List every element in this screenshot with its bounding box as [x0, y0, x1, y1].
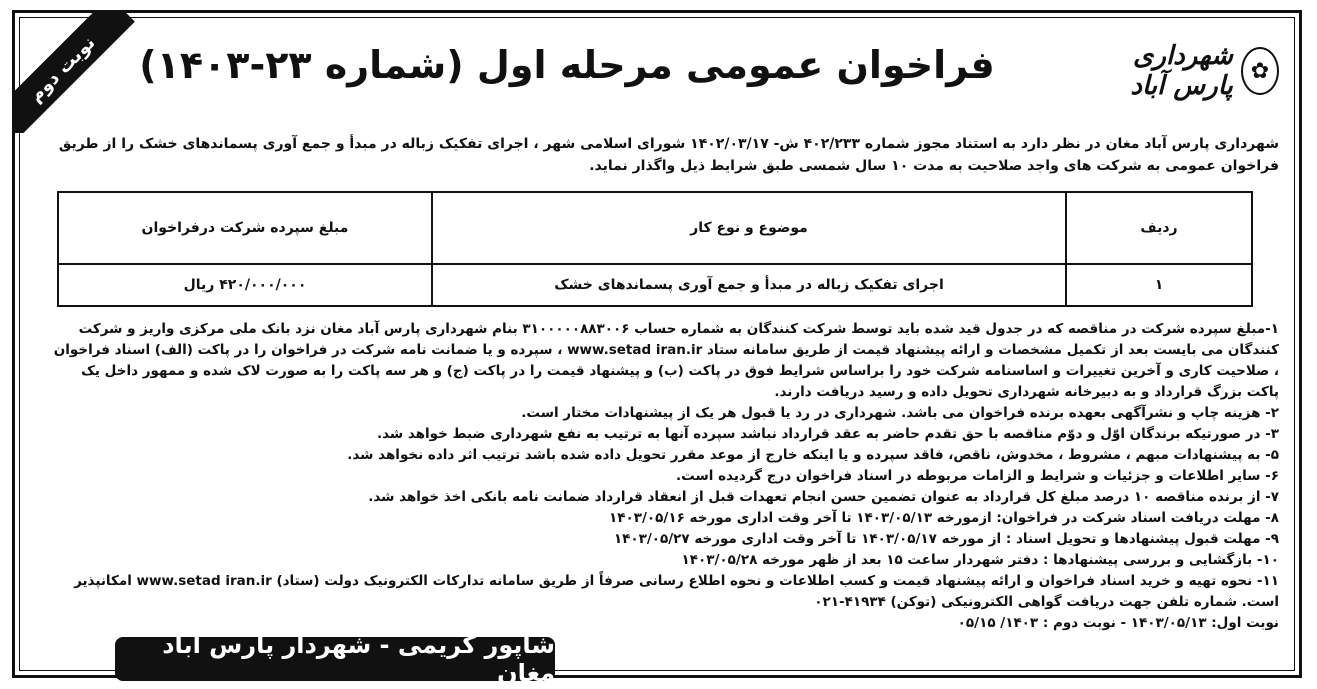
list-item: ۱۰- بازگشایی و بررسی پیشنهادها : دفتر شهردار ساعت ۱۵ بعد از ظهر مورخه ۱۴۰۳/۰۵/۲۸ — [681, 552, 1279, 568]
table-header-cell: موضوع و نوع کار — [432, 192, 1066, 264]
list-item: ۱۱- نحوه تهیه و خرید اسناد فراخوان و ارائه پیشنهاد قیمت و کسب اطلاعات و نحوه اطلاع رسانی صرفاً از طریق سامانه تدارکات الکترونیک دولت (ستاد) www.setad iran.ir امکانپذیر است. شماره تلفن جهت دریافت گواهی الکترونیکی (توکن) ۴۱۹۳۴-۰۲۱ — [74, 573, 1279, 610]
table-header-cell: مبلغ سپرده شرکت درفراخوان — [58, 192, 432, 264]
conditions-list — [51, 319, 1279, 634]
list-item: ۲- هزینه چاپ و نشرآگهی بعهده برنده فراخوان می باشد. شهرداری در رد یا قبول هر یک از پیشنهادات مختار است. — [521, 405, 1279, 421]
publication-dates: نوبت اول: ۱۴۰۳/۰۵/۱۳ - نوبت دوم : ۱۴۰۳/ ۰۵/۱۵ — [957, 615, 1279, 631]
table-header-row — [58, 192, 1252, 264]
signature-banner: شاپور کریمی - شهردار پارس آباد مغان — [115, 637, 555, 681]
list-item: ۷- از برنده مناقصه ۱۰ درصد مبلغ کل قرارداد به عنوان تضمین حسن انجام تعهدات قبل از انعقاد قرارداد ضمانت نامه بانکی اخذ خواهد شد. — [368, 489, 1279, 505]
tender-table — [57, 191, 1253, 307]
corner-badge: نوبت دوم — [15, 13, 135, 133]
announcement-frame — [12, 10, 1302, 687]
table-cell: اجرای تفکیک زباله در مبدأ و جمع آوری پسماندهای خشک — [432, 264, 1066, 306]
table-header-cell: ردیف — [1066, 192, 1252, 264]
page-title: فراخوان عمومی مرحله اول (شماره ۲۳-۱۴۰۳) — [139, 43, 995, 87]
list-item: ۹- مهلت قبول پیشنهادها و تحویل اسناد : از مورخه ۱۴۰۳/۰۵/۱۷ تا آخر وقت اداری مورخه ۱۴۰۳/۰۵/۲۷ — [613, 531, 1279, 547]
intro-paragraph: شهرداری پارس آباد مغان در نظر دارد به استناد مجوز شماره ۴۰۲/۲۳۳ ش- ۱۴۰۲/۰۳/۱۷ شورای اسلامی شهر ، اجرای تفکیک زباله در مبدأ و جمع آوری پسماندهای خشک را از طریق فراخوان عمومی به شرکت های واجد صلاحیت به مدت ۱۰ سال شمسی طبق شرایط ذیل واگذار نماید. — [58, 136, 1279, 174]
logo-text: شهرداری پارس آباد — [1130, 41, 1233, 101]
list-item: ۳- در صورتیکه برندگان اوّل و دوّم مناقصه با حق تقدم حاضر به عقد قرارداد نباشد سپرده آنها به ترتیب به نفع شهرداری ضبط خواهد شد. — [376, 426, 1279, 442]
table-cell: ۴۲۰/۰۰۰/۰۰۰ ریال — [58, 264, 432, 306]
municipality-logo — [1069, 41, 1279, 101]
list-item: ۱-مبلغ سپرده شرکت در مناقصه که در جدول قید شده باید توسط شرکت کنندگان به شماره حساب ۳۱۰۰۰۰۰۸۸۳۰۰۶ بنام شهرداری پارس آباد مغان نزد بانک ملی مرکزی واریز و شرکت کنندگان می بایست بعد از تکمیل مشخصات و ارائه پیشنهاد قیمت از طریق سامانه ستاد www.setad iran.ir ، سپرده و یا ضمانت نامه شرکت در فراخوان را در پاکت (الف) اسناد فراخوان ، صلاحیت کاری و آخرین تغییرات و اساسنامه شرکت خود را براساس شرایط فوق در پاکت (ب) و پیشنهاد قیمت را در پاکت (ج) و هر سه پاکت را به صورت لاک شده و ممهور داخل یک پاکت بزرگ قرارداد و به دبیرخانه شهرداری تحویل داده و رسید دریافت دارند. — [53, 321, 1279, 400]
table-cell: ۱ — [1066, 264, 1252, 306]
table-row — [58, 264, 1252, 306]
list-item: ۸- مهلت دریافت اسناد شرکت در فراخوان: ازمورخه ۱۴۰۳/۰۵/۱۳ تا آخر وقت اداری مورخه ۱۴۰۳/۰۵/۱۶ — [609, 510, 1279, 526]
list-item: ۵- به پیشنهادات مبهم ، مشروط ، مخدوش، ناقص، فاقد سپرده و یا اینکه خارج از موعد مقرر تحویل داده شده باشد ترتیب اثر داده نخواهد شد. — [347, 447, 1279, 463]
seal-icon: ✿ — [1241, 47, 1279, 95]
list-item: ۶- سایر اطلاعات و جزئیات و شرایط و الزامات مربوطه در اسناد فراخوان درج گردیده است. — [676, 468, 1279, 484]
corner-badge-wrap — [15, 13, 135, 133]
